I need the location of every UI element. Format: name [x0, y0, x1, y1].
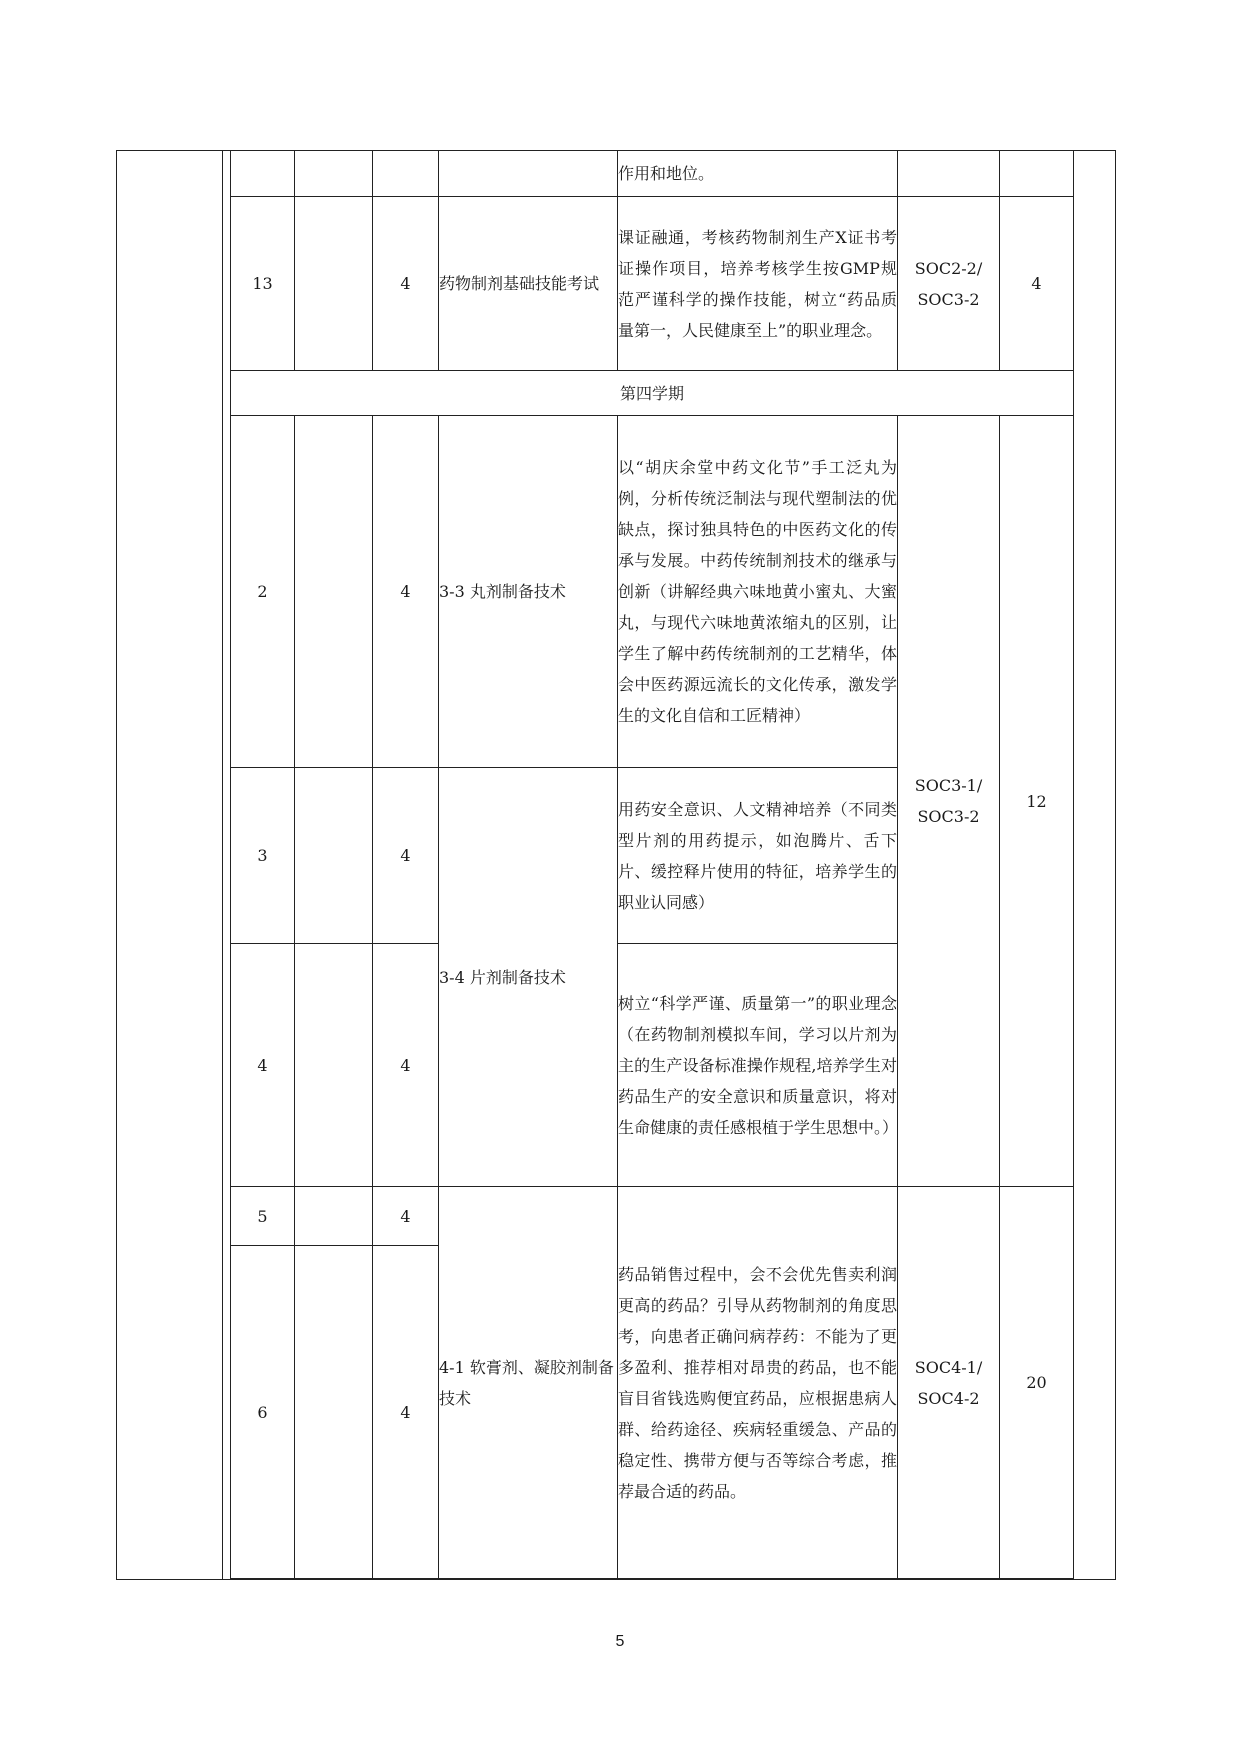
- content-cell: 药品销售过程中，会不会优先售卖利润更高的药品？引导从药物制剂的角度思考，向患者正确问病荐药：不能为了更多盈利、推荐相对昂贵的药品，也不能盲目省钱选购便宜药品，应根据患病人群、给药途径、疾病轻重缓急、产品的稳定性、携带方便与否等综合考虑，推荐最合适的药品。: [618, 1187, 898, 1579]
- unit-title-cell: 3-3 丸剂制备技术: [439, 416, 618, 768]
- outcome-cell: SOC3-1/ SOC3-2: [898, 416, 1000, 1187]
- total-hours-cell: 4: [1000, 197, 1074, 371]
- seq-cell: 5: [231, 1187, 295, 1246]
- cell: [373, 151, 439, 197]
- table-row: [231, 151, 1074, 197]
- table-row: [231, 416, 1074, 768]
- table-row: [231, 1187, 1074, 1246]
- cell: [295, 1246, 373, 1579]
- content-cell: 树立“科学严谨、质量第一”的职业理念（在药物制剂模拟车间，学习以片剂为主的生产设备标准操作规程,培养学生对药品生产的安全意识和质量意识，将对生命健康的责任感根植于学生思想中。）: [618, 944, 898, 1187]
- unit-title-cell: 3-4 片剂制备技术: [439, 768, 618, 1187]
- seq-cell: 3: [231, 768, 295, 944]
- seq-cell: 4: [231, 944, 295, 1187]
- seq-cell: 2: [231, 416, 295, 768]
- frame-divider: [222, 150, 223, 1580]
- unit-title-cell: 药物制剂基础技能考试: [439, 197, 618, 371]
- hours-cell: 4: [373, 1187, 439, 1246]
- table-row: [231, 197, 1074, 371]
- hours-cell: 4: [373, 944, 439, 1187]
- cell: [295, 197, 373, 371]
- cell: [295, 944, 373, 1187]
- content-cell: 作用和地位。: [618, 151, 898, 197]
- cell: [1000, 151, 1074, 197]
- seq-cell: 6: [231, 1246, 295, 1579]
- total-hours-cell: 12: [1000, 416, 1074, 1187]
- cell: [295, 768, 373, 944]
- hours-cell: 4: [373, 197, 439, 371]
- seq-cell: 13: [231, 197, 295, 371]
- unit-title-cell: 4-1 软膏剂、凝胶剂制备技术: [439, 1187, 618, 1579]
- page-number: 5: [615, 1633, 625, 1650]
- cell: [439, 151, 618, 197]
- cell: [295, 1187, 373, 1246]
- cell: [898, 151, 1000, 197]
- outcome-cell: SOC2-2/ SOC3-2: [898, 197, 1000, 371]
- semester-heading: 第四学期: [231, 371, 1074, 416]
- hours-cell: 4: [373, 768, 439, 944]
- hours-cell: 4: [373, 1246, 439, 1579]
- cell: [295, 416, 373, 768]
- cell: [231, 151, 295, 197]
- table-row: [231, 371, 1074, 416]
- content-cell: 课证融通，考核药物制剂生产X证书考证操作项目，培养考核学生按GMP规范严谨科学的操作技能，树立“药品质量第一，人民健康至上”的职业理念。: [618, 197, 898, 371]
- cell: [295, 151, 373, 197]
- hours-cell: 4: [373, 416, 439, 768]
- content-cell: 以“胡庆余堂中药文化节”手工泛丸为例，分析传统泛制法与现代塑制法的优缺点，探讨独具特色的中医药文化的传承与发展。中药传统制剂技术的继承与创新（讲解经典六味地黄小蜜丸、大蜜丸，与现代六味地黄浓缩丸的区别，让学生了解中药传统制剂的工艺精华，体会中医药源远流长的文化传承，激发学生的文化自信和工匠精神）: [618, 416, 898, 768]
- content-cell: 用药安全意识、人文精神培养（不同类型片剂的用药提示，如泡腾片、舌下片、缓控释片使用的特征，培养学生的职业认同感）: [618, 768, 898, 944]
- outcome-cell: SOC4-1/ SOC4-2: [898, 1187, 1000, 1579]
- course-schedule-table: [230, 150, 1074, 1579]
- total-hours-cell: 20: [1000, 1187, 1074, 1579]
